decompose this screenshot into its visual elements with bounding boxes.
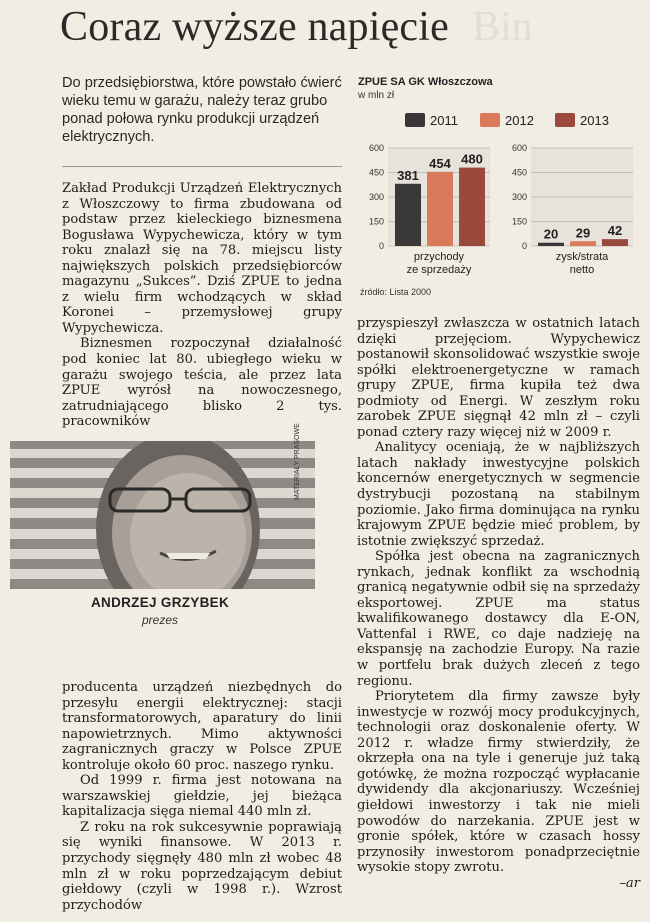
- bar-2011: [538, 243, 564, 246]
- byline: –ar: [619, 875, 640, 891]
- body-paragraph: Z roku na rok sukcesywnie poprawiają się wyniki finansowe. W 2013 r. przychody sięgnęły 480 mln zł wobec 48 mln zł w roku poprzedzającym debiut giełdowy (czyli w 1998 r.). Wzrost przychodów: [62, 819, 342, 913]
- data-label: 480: [461, 151, 483, 167]
- chart-subtitle: w mln zł: [358, 90, 395, 101]
- y-tick-label: 300: [511, 192, 527, 202]
- legend-swatch-2012: [480, 113, 500, 127]
- chart-panel-net-profit: [512, 143, 633, 276]
- legend-label-2011: 2011: [430, 113, 458, 128]
- legend-label-2013: 2013: [580, 113, 609, 128]
- bar-2012: [427, 172, 453, 246]
- x-axis-label: netto: [569, 264, 595, 276]
- body-paragraph: Priorytetem dla firmy zawsze były inwestycje w rozwój mocy produkcyjnych, technologii oraz doskonalenie oferty. W 2012 r. władze firmy stwierdziły, że okrzepła ona na tyle i generuje już taką gotówkę, że można rozpocząć wypłacanie dywidendy dla akcjonariuszy. Wcześniej giełdowi inwestorzy i tak nie mieli powodów do narzekania. ZPUE jest w gronie spółek, które w czasach hossy przynosiły inwestorom ponadprzeciętnie wysokie stopy zwrotu.: [357, 689, 640, 876]
- bar-2011: [395, 184, 421, 246]
- legend-label-2012: 2012: [505, 113, 534, 128]
- chart-legend: [405, 113, 609, 128]
- portrait-photo: [10, 441, 315, 589]
- photo-credit: MATERIAŁY PRASOWE: [294, 423, 301, 500]
- chart-source: źródło: Lista 2000: [360, 287, 432, 297]
- legend-swatch-2013: [555, 113, 575, 127]
- y-tick-label: 600: [368, 143, 384, 153]
- bar-2013: [459, 168, 485, 246]
- body-paragraph: Analitycy oceniają, że w najbliższych latach nakłady inwestycyjne polskich koncernów energetycznych w segmencie dystrybucji pozostaną na stabilnym poziomie. Jako firma dominująca na rynku krajowym ZPUE będzie mieć problem, by istotnie zwiększyć sprzedaż.: [357, 440, 640, 549]
- headline: Coraz wyższe napięcie: [60, 4, 449, 50]
- photo-caption-role: prezes: [141, 613, 179, 627]
- data-label: 381: [397, 167, 419, 183]
- chart-panel-revenue: [360, 143, 490, 297]
- chart-title: ZPUE SA GK Włoszczowa: [358, 76, 493, 88]
- bar-2013: [602, 239, 628, 246]
- lead-divider: [62, 166, 342, 167]
- body-paragraph: Zakład Produkcji Urządzeń Elektrycznych z Włoszczowy to firma zbudowana od podstaw przez kieleckiego biznesmena Bogusława Wypychewicza, który w tym roku znalazł się na 78. miejscu listy największych polskich przedsiębiorców magazynu „Sukces”. Dziś ZPUE to jedna z wielu firm wchodzących w skład Koronei – przemysłowej grupy Wypychewicza.: [62, 181, 342, 336]
- data-label: 20: [543, 226, 559, 242]
- photo-caption-name: ANDRZEJ GRZYBEK: [90, 595, 229, 610]
- x-axis-label: ze sprzedaży: [406, 264, 472, 276]
- x-axis-label: przychody: [413, 251, 465, 263]
- y-tick-label: 0: [378, 241, 384, 251]
- body-column-2: [357, 316, 640, 891]
- chart-figure: [355, 104, 645, 300]
- lead-paragraph: Do przedsiębiorstwa, które powstało ćwierć wieku temu w garażu, należy teraz grubo ponad połowa rynku produkcji urządzeń elektrycznych.: [62, 75, 342, 145]
- legend-swatch-2011: [405, 113, 425, 127]
- y-tick-label: 450: [511, 167, 527, 178]
- bar-2012: [570, 241, 596, 246]
- y-tick-label: 150: [511, 216, 527, 227]
- y-tick-label: 150: [368, 216, 384, 227]
- body-paragraph: Spółka jest obecna na zagranicznych rynkach, jednak konflikt za wschodnią granicą negatywnie odbił się na sprzedaży eksportowej. ZPUE ma status kwalifikowanego dostawcy dla E-ON, Vattenfal i RWE, co daje nadzieję na ekspansję na zachodzie Europy. Na razie w portfelu brak dużych zleceń z tego regionu.: [357, 549, 640, 689]
- y-tick-label: 450: [368, 167, 384, 178]
- data-label: 42: [607, 223, 623, 239]
- body-paragraph: przyspieszył zwłaszcza w ostatnich latach dzięki przejęciom. Wypychewicz postanowił skonsolidować wszystkie swoje spółki elektroenergetyczne w ramach grupy ZPUE, firma kupiła też dwa podmioty od Energi. W zeszłym roku zarobek ZPUE sięgnął 42 mln zł – czyli ponad cztery razy więcej niż w 2009 r.: [357, 316, 640, 440]
- body-column-1-bottom: [62, 680, 342, 913]
- body-paragraph: producenta urządzeń niezbędnych do przesyłu energii elektrycznej: stacji transformatorowych, aparatury do linii napowietrznych. Mimo aktywności zagranicznych graczy w Polsce ZPUE kontroluje około 60 proc. naszego rynku.: [62, 680, 342, 773]
- portrait-image: [10, 441, 315, 589]
- y-tick-label: 300: [368, 192, 384, 202]
- body-column-1-top: [62, 181, 342, 430]
- data-label: 29: [575, 225, 591, 241]
- data-label: 454: [429, 155, 451, 171]
- body-paragraph: Od 1999 r. firma jest notowana na warszawskiej giełdzie, jej bieżąca kapitalizacja sięga niemal 440 mln zł.: [62, 773, 342, 820]
- y-tick-label: 0: [521, 241, 527, 251]
- body-paragraph: Biznesmen rozpoczynał działalność pod koniec lat 80. ubiegłego wieku w garażu swojego teścia, ale przez lata ZPUE wyrósł na nowoczesnego, zatrudniającego blisko 2 tys. pracowników: [62, 336, 342, 430]
- x-axis-label: zysk/strata: [555, 251, 609, 263]
- y-tick-label: 600: [511, 143, 527, 153]
- headline-ghost: Bin: [472, 4, 533, 50]
